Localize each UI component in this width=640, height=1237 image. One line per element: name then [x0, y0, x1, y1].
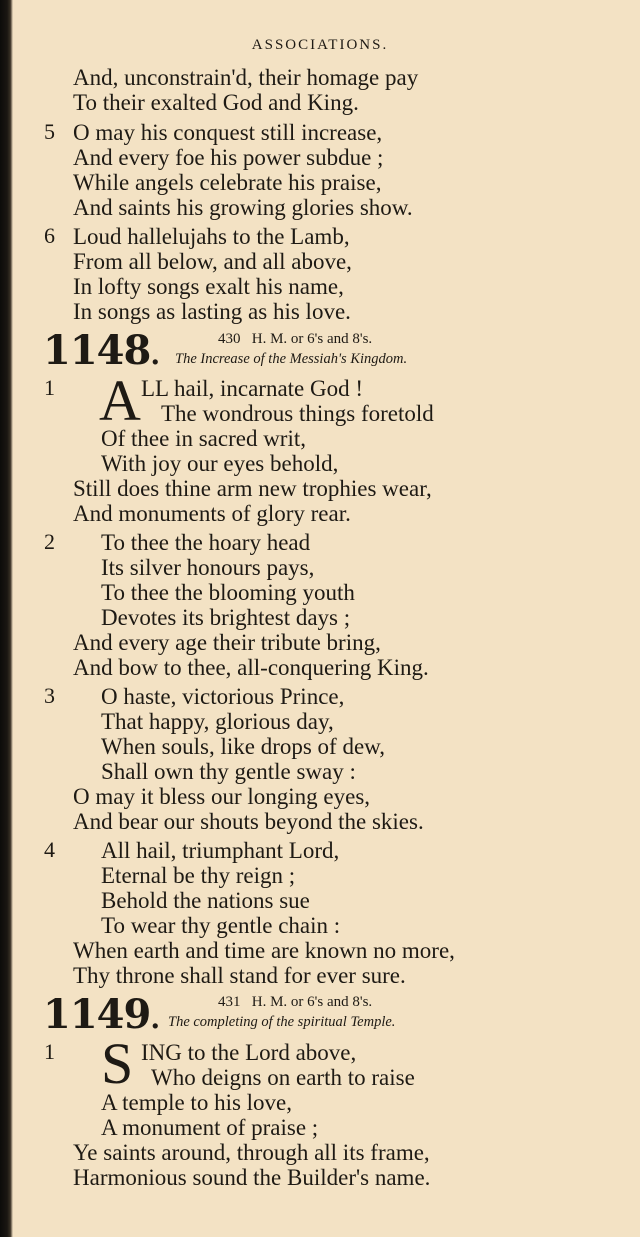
- poem-line: Eternal be thy reign ;: [101, 863, 296, 888]
- poem-line: And every foe his power subdue ;: [73, 145, 384, 170]
- poem-line: Behold the nations sue: [101, 888, 310, 913]
- poem-line: LL hail, incarnate God !: [141, 376, 364, 401]
- verse-number: 3: [44, 683, 55, 708]
- poem-line: And saints his growing glories show.: [73, 195, 413, 220]
- verse-number: 1: [44, 1039, 55, 1064]
- verse-number: 6: [44, 223, 55, 248]
- poem-line: When earth and time are known no more,: [73, 938, 455, 963]
- poem-line: To thee the blooming youth: [101, 580, 355, 605]
- poem-line: And every age their tribute bring,: [73, 630, 381, 655]
- poem-line: Loud hallelujahs to the Lamb,: [73, 224, 350, 249]
- poem-line: Ye saints around, through all its frame,: [73, 1140, 430, 1165]
- poem-line: From all below, and all above,: [73, 249, 352, 274]
- poem-line: Who deigns on earth to raise: [151, 1065, 415, 1090]
- poem-line: With joy our eyes behold,: [101, 451, 339, 476]
- poem-line: ING to the Lord above,: [141, 1040, 357, 1065]
- verse-number: 4: [44, 837, 55, 862]
- hymn-meter: H. M. or 6's and 8's.: [251, 331, 373, 347]
- poem-line: And, unconstrain'd, their homage pay: [73, 65, 419, 90]
- verse-number: 2: [44, 529, 55, 554]
- hymn-title: The completing of the spiritual Temple.: [168, 1014, 396, 1030]
- poem-line: Still does thine arm new trophies wear,: [73, 476, 432, 501]
- poem-line: A temple to his love,: [101, 1090, 293, 1115]
- poem-line: O may it bless our longing eyes,: [73, 784, 371, 809]
- poem-line: All hail, triumphant Lord,: [101, 838, 340, 863]
- hymn-title: The Increase of the Messiah's Kingdom.: [175, 351, 408, 367]
- poem-line: A monument of praise ;: [101, 1115, 319, 1140]
- poem-line: And bear our shouts beyond the skies.: [73, 809, 424, 834]
- poem-line: O may his conquest still increase,: [73, 120, 383, 145]
- poem-line: O haste, victorious Prince,: [101, 684, 345, 709]
- poem-line: Devotes its brightest days ;: [101, 605, 351, 630]
- poem-line: The wondrous things foretold: [161, 401, 434, 426]
- poem-line: To wear thy gentle chain :: [101, 913, 341, 938]
- poem-line: Of thee in sacred writ,: [101, 426, 307, 451]
- verse-number: 5: [44, 119, 55, 144]
- book-spine-shadow: [0, 0, 13, 1237]
- drop-cap: S: [101, 1031, 134, 1096]
- drop-cap: A: [99, 368, 141, 433]
- poem-line: Thy throne shall stand for ever sure.: [73, 963, 406, 988]
- poem-line: To thee the hoary head: [101, 530, 311, 555]
- page-header: ASSOCIATIONS.: [251, 37, 389, 53]
- poem-line: While angels celebrate his praise,: [73, 170, 382, 195]
- hymn-number: 1149.: [43, 991, 160, 1038]
- poem-line: Harmonious sound the Builder's name.: [73, 1165, 431, 1190]
- hymn-meter-line: [218, 331, 372, 348]
- poem-line: That happy, glorious day,: [101, 709, 334, 734]
- poem-line: To their exalted God and King.: [73, 90, 359, 115]
- poem-line: In lofty songs exalt his name,: [73, 274, 344, 299]
- hymn-meter: H. M. or 6's and 8's.: [251, 994, 373, 1010]
- hymn-meter-line: [218, 994, 372, 1011]
- tune-number: 431: [218, 994, 241, 1010]
- poem-line: When souls, like drops of dew,: [101, 734, 386, 759]
- poem-line: And monuments of glory rear.: [73, 501, 351, 526]
- poem-line: Shall own thy gentle sway :: [101, 759, 356, 784]
- tune-number: 430: [218, 331, 241, 347]
- verse-number: 1: [44, 375, 55, 400]
- poem-line: Its silver honours pays,: [101, 555, 315, 580]
- poem-line: In songs as lasting as his love.: [73, 299, 351, 324]
- poem-line: And bow to thee, all-conquering King.: [73, 655, 429, 680]
- hymn-number: 1148.: [43, 327, 160, 374]
